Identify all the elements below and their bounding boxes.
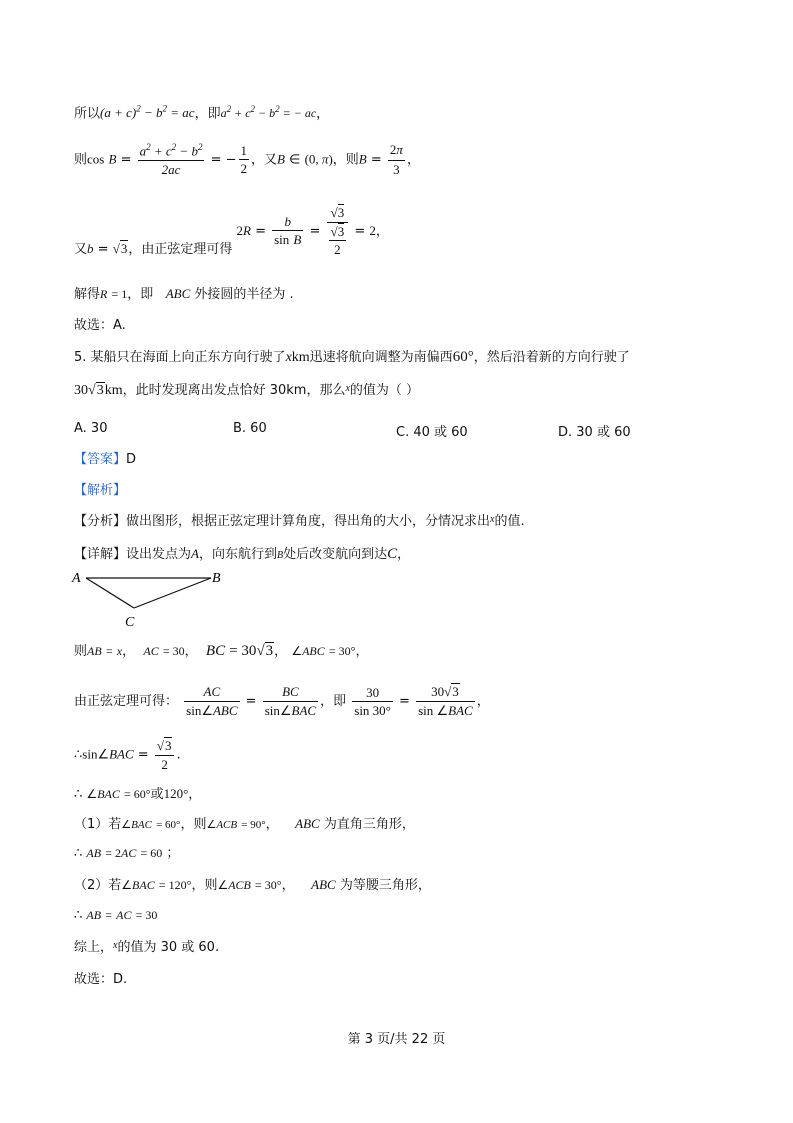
text: 所以 <box>74 106 101 122</box>
step-1: 则AB = x， AC = 30， BC = 30√3， ∠ABC = 30°， <box>74 643 369 659</box>
text: ， <box>476 694 490 710</box>
fraction: $\frac{30√3}{\text{sin ∠BAC}}$ <box>418 684 473 718</box>
text: 外接圆的半径为 . <box>194 287 294 302</box>
solution-line-4: 解得R = 1，即 ABC 外接圆的半径为 . <box>74 286 294 302</box>
solution-line-5: 故选：A. <box>74 318 126 333</box>
text: ∴ <box>74 908 83 923</box>
xiangjie-tag: 【详解】 <box>74 547 127 562</box>
text: ，此时发现离出发点恰好 30km，那么 <box>122 383 346 398</box>
text: ， <box>406 152 420 168</box>
step-2: 由正弦定理可得： $\frac{AC}{\text{sin∠ABC}}$ = $\frac{BC}{\text{sin∠BAC}}$ ，即 $\frac{30}{\sin 30^\circ}$ = $\frac{30√3}{\text{sin ∠BAC}}$ ， <box>74 684 490 719</box>
segment-bc <box>134 578 211 608</box>
text: 为直角三角形， <box>323 817 415 832</box>
question-5-line-2: 30√3km，此时发现离出发点恰好 30km，那么$^x$的值为（ ） <box>74 383 420 398</box>
step-3: ∴sin∠BAC = $\frac{√3}{2}$ . <box>74 738 181 772</box>
text: ， <box>316 106 330 122</box>
option-c: C. 40 或 60 <box>396 425 468 440</box>
text: ， <box>397 547 411 562</box>
text: 或 <box>150 787 164 802</box>
text: 为等腰三角形， <box>339 878 431 893</box>
text: 则 <box>74 152 88 168</box>
question-5-line-1: 5. 某船只在海面上向正东方向行驶了xkm迅速将航向调整为南偏西60°，然后沿着新的方向行驶了 <box>74 349 630 365</box>
point-c-label: C <box>125 615 135 630</box>
text: 又 <box>74 241 88 257</box>
question-number: 5. <box>74 350 87 365</box>
fraction: $\frac{b}{\text{sin B}}$ <box>274 213 302 248</box>
text: 由正弦定理可得： <box>74 694 179 710</box>
answer-tag: 【答案】 <box>74 452 127 467</box>
step-9: 综上，$^x$的值为 30 或 60. <box>74 940 220 955</box>
fraction: $\frac{1}{2}$ <box>240 142 248 177</box>
text: . <box>176 747 181 763</box>
solution-line-2: 则cos B = $\frac{a^2 + c^2 - b^2}{2ac}$ = − $\frac{1}{2}$ ，又B ∈ (0, π)，则B = $\frac{2\pi}{3}$ ， <box>74 142 420 177</box>
text: 的值. <box>494 514 525 529</box>
text: ∴ <box>74 846 83 861</box>
text: 解得 <box>74 287 101 302</box>
answer-line <box>74 452 136 468</box>
text: ，即 <box>127 287 154 302</box>
fraction: $\frac{√3}{2}$ <box>155 738 175 772</box>
point-a-label: A <box>72 571 81 586</box>
step-8: ∴ AB = AC = 30 <box>74 908 158 923</box>
page-footer: 第 3 页/共 22 页 <box>347 1032 446 1047</box>
text: 处后改变航向到达 <box>283 547 388 562</box>
text: ， <box>375 223 389 239</box>
text: 做出图形，根据正弦定理计算角度，得出角的大小，分情况求出 <box>126 514 491 529</box>
triangle-diagram <box>68 566 238 630</box>
step-10: 故选：D. <box>74 972 128 987</box>
text: ∴ <box>74 787 83 802</box>
text: 则 <box>74 644 88 659</box>
answer-value: D <box>126 452 137 467</box>
xiangjie-line: 【详解】设出发点为A，向东航行到B处后改变航向到达C， <box>74 546 411 562</box>
option-b: B. 60 <box>233 421 267 436</box>
segment-ac <box>86 578 134 608</box>
text: ，即 <box>320 694 347 710</box>
fenxi-line: 【分析】做出图形，根据正弦定理计算角度，得出角的大小，分情况求出$^x$的值. <box>74 514 525 529</box>
text: 的值为（ ） <box>349 383 420 398</box>
text: ； <box>166 846 180 861</box>
solution-line-3: 又b = √3，由正弦定理可得 2R = $\frac{b}{\text{sin B}}$ = $\frac{√3}{\frac{√3}{2}}$ = 2， <box>74 205 389 258</box>
fraction: $\frac{√3}{\frac{√3}{2}}$ <box>327 205 349 258</box>
text: 迅速将航向调整为南偏西 <box>309 350 453 365</box>
fraction: $\frac{BC}{\text{sin∠BAC}}$ <box>264 684 317 718</box>
formula: $(a + c)^2 - b^2$ = ac <box>100 104 195 121</box>
fraction: $\frac{2\pi}{3}$ <box>389 142 403 177</box>
step-5: （1）若∠BAC = 60°，则∠ACB = 90°， ABC 为直角三角形， <box>74 816 415 832</box>
text: ，则 <box>332 152 359 168</box>
text: ，又 <box>251 152 278 168</box>
point-b-label: B <box>212 571 221 586</box>
solution-line-1 <box>74 104 329 122</box>
text: 的值为 30 或 60. <box>117 940 220 955</box>
step-7: （2）若∠BAC = 120°，则∠ACB = 30°， ABC 为等腰三角形， <box>74 877 431 893</box>
text: 某船只在海面上向正东方向行驶了 <box>90 350 286 365</box>
step-4: ∴ ∠BAC = 60°或120°， <box>74 786 202 802</box>
text: ，则 <box>180 817 207 832</box>
fenxi-tag: 【分析】 <box>74 514 127 529</box>
text: ，即 <box>194 106 221 122</box>
analysis-label: 【解析】 <box>74 483 127 498</box>
fraction: $\frac{AC}{\text{sin∠ABC}}$ <box>186 684 238 718</box>
step-6: ∴ AB = 2AC = 60 ； <box>74 846 180 861</box>
text: （2）若 <box>74 878 122 893</box>
formula: $a^2 + c^2 - b^2$ = − ac <box>220 104 317 121</box>
text: （1）若 <box>74 817 122 832</box>
text: ，向东航行到 <box>198 547 277 562</box>
text: 设出发点为 <box>126 547 192 562</box>
analysis-tag <box>74 483 126 499</box>
text: 综上， <box>74 940 114 955</box>
text: ，由正弦定理可得 <box>128 241 233 257</box>
option-a: A. 30 <box>74 421 108 436</box>
option-d: D. 30 或 60 <box>558 425 631 440</box>
text: ，则 <box>191 878 218 893</box>
fraction: $\frac{a^2 + c^2 - b^2}{2ac}$ <box>139 142 203 177</box>
text: ，然后沿着新的方向行驶了 <box>473 350 630 365</box>
fraction: $\frac{30}{\sin 30^\circ}$ <box>354 684 391 719</box>
